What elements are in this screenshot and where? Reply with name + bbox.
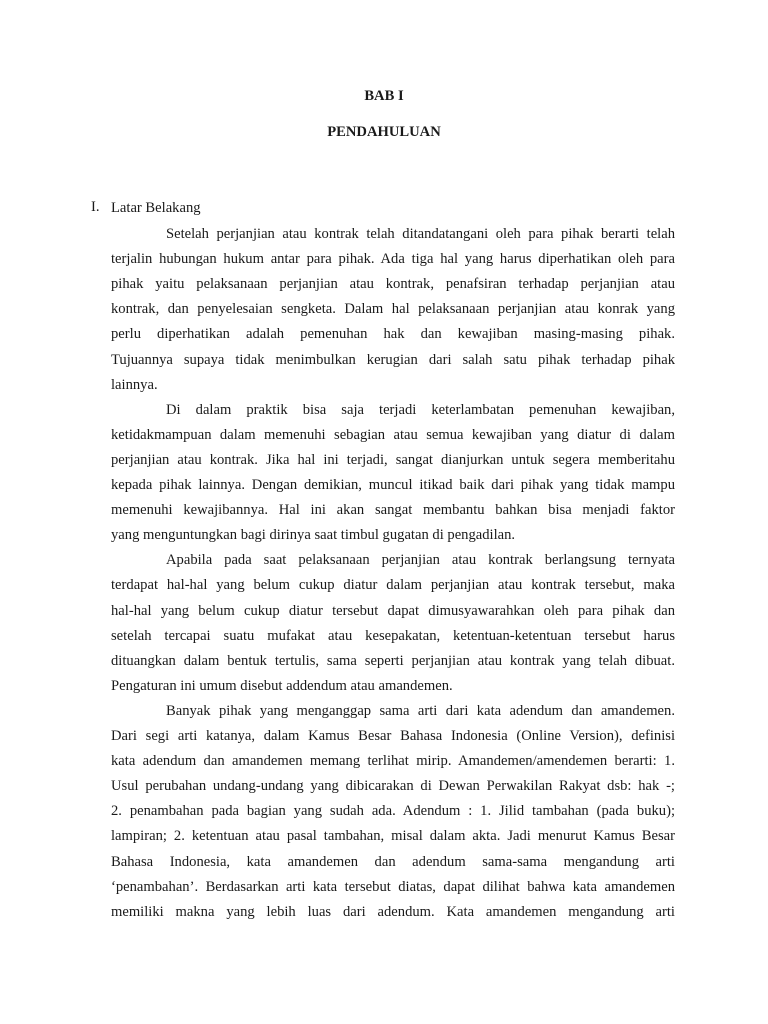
text-line: Bahasa Indonesia, kata amandemen dan adendum sama-sama mengandung arti <box>111 853 675 870</box>
chapter-heading: BAB I <box>364 88 404 104</box>
text-line: Pengaturan ini umum disebut addendum atau amandemen. <box>111 677 453 694</box>
section-heading: Latar Belakang <box>111 200 201 216</box>
text-line: hal-hal yang belum cukup diatur tersebut dapat dimusyawarahkan oleh para pihak dan <box>111 602 675 619</box>
text-line: perlu diperhatikan adalah pemenuhan hak dan kewajiban masing-masing pihak. <box>111 326 675 343</box>
text-line: Banyak pihak yang menganggap sama arti dari kata adendum dan amandemen. <box>166 702 675 719</box>
text-line: Setelah perjanjian atau kontrak telah ditandatangani oleh para pihak berarti telah <box>166 226 675 242</box>
text-line: memiliki makna yang lebih luas dari adendum. Kata amandemen mengandung arti <box>111 903 675 920</box>
text-line: lampiran; 2. ketentuan atau pasal tambahan, misal dalam akta. Jadi menurut Kamus Besar <box>111 828 675 845</box>
text-line: setelah tercapai suatu mufakat atau kesepakatan, ketentuan-ketentuan tersebut harus <box>111 627 675 644</box>
text-line: yang menguntungkan bagi dirinya saat timbul gugatan di pengadilan. <box>111 527 516 544</box>
text-line: kepada pihak lainnya. Dengan demikian, muncul itikad baik dari pihak yang tidak mampu <box>111 477 675 493</box>
text-line: Dari segi arti katanya, dalam Kamus Besar Bahasa Indonesia (Online Version), definisi <box>111 728 675 744</box>
text-line: perjanjian atau kontrak. Jika hal ini terjadi, sangat dianjurkan untuk segera memberitahu <box>111 451 675 468</box>
text-line: pihak yaitu pelaksanaan perjanjian atau kontrak, penafsiran terhadap perjanjian atau <box>111 276 675 293</box>
text-line: Di dalam praktik bisa saja terjadi keterlambatan pemenuhan kewajiban, <box>166 401 675 418</box>
chapter-title: PENDAHULUAN <box>327 124 441 140</box>
text-line: kata adendum dan amandemen memang terlihat mirip. Amandemen/amendemen berarti: 1. <box>111 753 675 770</box>
text-line: terjalin hubungan hukum antar para pihak. Ada tiga hal yang harus diperhatikan oleh para <box>111 251 675 268</box>
section-number: I. <box>91 199 100 215</box>
text-line: lainnya. <box>111 376 158 393</box>
text-line: terdapat hal-hal yang belum cukup diatur dalam perjanjian atau kontrak tersebut, maka <box>111 577 675 594</box>
text-line: Apabila pada saat pelaksanaan perjanjian atau kontrak berlangsung ternyata <box>166 552 675 569</box>
text-line: kontrak, dan penyelesaian sengketa. Dalam hal pelaksanaan perjanjian atau konrak yang <box>111 301 675 318</box>
text-line: Usul perubahan undang-undang yang dibicarakan di Dewan Perwakilan Rakyat dsb: hak -; <box>111 778 675 795</box>
text-line: ketidakmampuan dalam memenuhi sebagian atau semua kewajiban yang diatur di dalam <box>111 426 675 443</box>
text-line: memenuhi kewajibannya. Hal ini akan sangat membantu bahkan bisa menjadi faktor <box>111 502 675 519</box>
text-line: 2. penambahan pada bagian yang sudah ada. Adendum : 1. Jilid tambahan (pada buku); <box>111 803 675 820</box>
text-line: ‘penambahan’. Berdasarkan arti kata tersebut diatas, dapat dilihat bahwa kata amandemen <box>111 878 675 895</box>
text-line: dituangkan dalam bentuk tertulis, sama seperti perjanjian atau kontrak yang telah dibuat. <box>111 652 675 669</box>
text-line: Tujuannya supaya tidak menimbulkan kerugian dari salah satu pihak terhadap pihak <box>111 351 675 368</box>
